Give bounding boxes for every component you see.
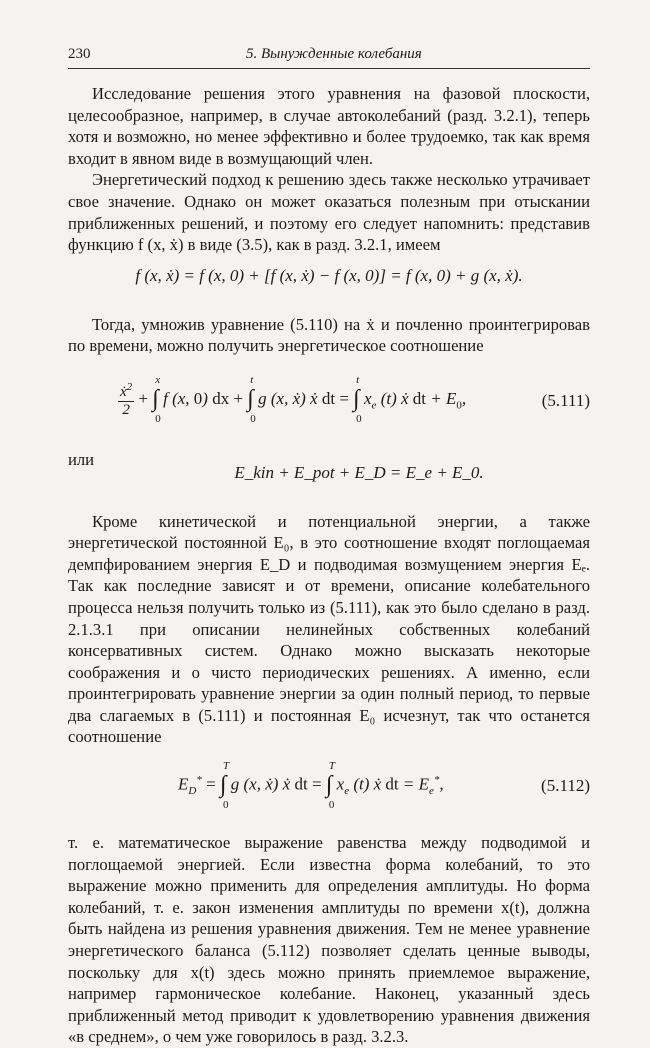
equation-energy-text: E_kin + E_pot + E_D = E_e + E_0. [234, 462, 484, 482]
equation-5111 [68, 367, 590, 447]
paragraph-5: Кроме кинетической и потенциальной энергии, а также энергетической постоянной E₀, в это соотношение входят поглощаемая демпфированием энергия E_D и подводимая возмущением энергия Eₑ. Так как последние зависят и от времени, описание колебательного процесса нельзя получить только из (5.111), как это было сделано в разд. 2.1.3.1 при описании нелинейных собственных колебаний консервативных систем. Однако можно высказать некоторые соображения и о чисто периодических решениях. А именно, если проинтегрировать уравнение энергии за один полный период, то первые два слагаемых в (5.111) и постоянная E₀ исчезнут, так что останется соотношение [68, 511, 590, 747]
equation-5112-body: $E_D^*$ = ∫ T 0 g (x, ẋ) ẋ dt = ∫ T 0 $x_e$ (t) ẋ dt = $E_e^*$, [178, 760, 444, 812]
integral-sign: ∫ T 0 [219, 760, 230, 812]
equation-energy [68, 462, 590, 511]
integral-sign: ∫ x 0 [152, 374, 161, 426]
integral-sign: ∫ t 0 [353, 374, 362, 426]
integral-sign: ∫ t 0 [247, 374, 256, 426]
equation-5112 [68, 754, 590, 828]
equation-5111-body: $\frac{ẋ^2}{2}$ + ∫ x 0 f (x, 0) dx + ∫ t 0 g (x, ẋ) ẋ dt = ∫ t 0 $x_e$ (t) ẋ dt + $E_0$, [120, 374, 467, 426]
equation-5111-number: (5.111) [541, 390, 590, 410]
paragraph-1: Исследование решения этого уравнения на фазовой плоскости, целесообразное, например, в случае автоколебаний (разд. 3.2.1), теперь хотя и возможно, но менее эффективно и более трудоемко, так как время входит в явном виде в возмущающий член. [68, 84, 590, 168]
book-page [68, 42, 590, 1048]
paragraph-6: т. е. математическое выражение равенства между подводимой и поглощаемой энергией. Если известна форма колебаний, то это выражение можно применить для определения амплитуды. Но форма колебаний, т. е. закон изменения амплитуды по времени x(t), должна быть найдена из решения уравнения движения. Тем не менее уравнение энергетического баланса (5.112) позволяет сделать ценные выводы, поскольку для x(t) здесь можно принять приемлемое выражение, например гармоническое колебание. Наконец, указанный здесь приближенный метод приводит к удовлетворению уравнения движения «в среднем», о чем уже говорилось в разд. 3.2.3. [68, 833, 590, 1047]
equation-5112-number: (5.112) [541, 776, 590, 796]
equation-split-text: f (x, ẋ) = f (x, 0) + [f (x, ẋ) − f (x, 0)] = f (x, 0) + g (x, ẋ). [135, 265, 523, 285]
half-xdot-squared: $\frac{ẋ^2}{2}$ [120, 380, 133, 418]
paragraph-3: Тогда, умножив уравнение (5.110) на ẋ и почленно проинтегрировав по времени, можно получить энергетическое соотношение [68, 314, 590, 356]
paragraph-4: или [68, 449, 95, 469]
page-number: 230 [68, 46, 91, 62]
running-header [68, 42, 590, 69]
equation-split [68, 256, 590, 310]
paragraph-2: Энергетический подход к решению здесь также несколько утрачивает свое значение. Однако он может оказаться полезным при отыскании приближенных решений, и поэтому его следует напомнить: представив функцию f (x, ẋ) в виде (3.5), как в разд. 3.2.1, имеем [68, 170, 590, 255]
integral-sign: ∫ T 0 [325, 760, 335, 812]
chapter-title: 5. Вынужденные колебания [246, 46, 422, 62]
